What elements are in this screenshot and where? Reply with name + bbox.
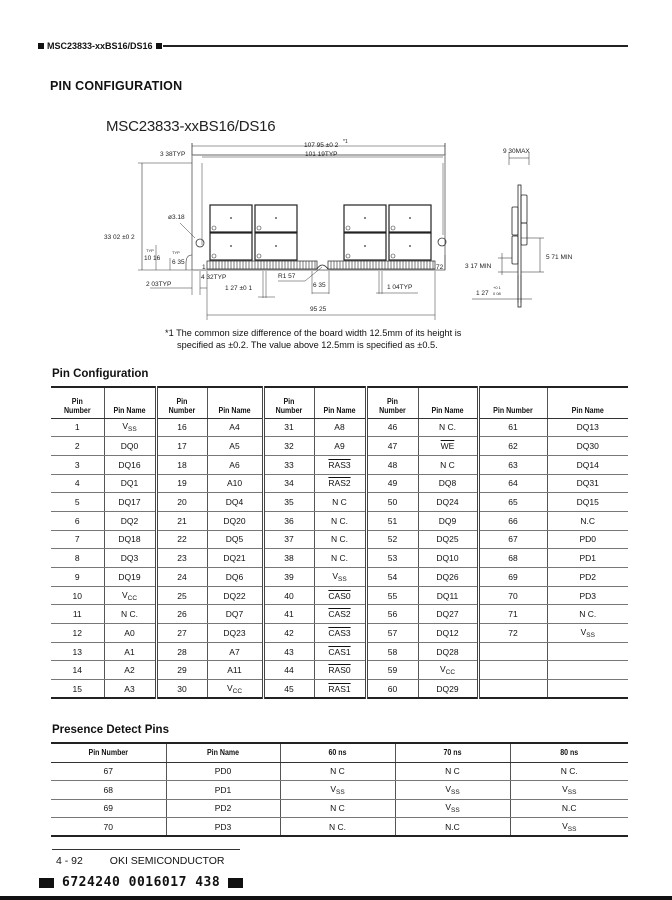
pin-number-cell: 71 [478, 605, 547, 624]
pin-name-cell: N C [314, 493, 366, 512]
dim-pitch: 1 27 ±0 1 [225, 285, 253, 292]
table-cell: PD3 [166, 818, 280, 837]
pin-name-cell: A6 [207, 455, 263, 474]
pin-name-cell: DQ16 [104, 455, 156, 474]
pin-number-cell: 46 [366, 418, 418, 437]
pin-number-cell: 4 [51, 474, 104, 493]
pin-number-cell: 32 [263, 437, 314, 456]
pin-name-cell: $V_{CC}$ [418, 661, 478, 680]
column-header: 70 ns [402, 743, 503, 762]
column-header-pin-name: Pin Name [210, 387, 259, 418]
barcode-line [31, 875, 251, 890]
pin-name-cell: PD0 [547, 530, 628, 549]
pin-name-cell: DQ1 [104, 474, 156, 493]
pin-name-cell: DQ12 [418, 624, 478, 643]
table-row [51, 680, 628, 699]
pin-name-cell: DQ3 [104, 549, 156, 568]
table-cell: 69 [51, 799, 166, 818]
pin-name-cell: DQ14 [547, 455, 628, 474]
pin-name-cell: DQ17 [104, 493, 156, 512]
pin-name-cell: DQ19 [104, 568, 156, 587]
pin-number-cell: 23 [156, 549, 207, 568]
table-cell: PD2 [166, 799, 280, 818]
pin-number-cell: 63 [478, 455, 547, 474]
pin-number-cell: 8 [51, 549, 104, 568]
dim-edge-height: 6 35 [172, 259, 185, 266]
table-cell: $V_{SS}$ [395, 799, 510, 818]
table-row [51, 642, 628, 661]
pin-number-cell [478, 680, 547, 699]
table-row [51, 455, 628, 474]
table-row [51, 762, 628, 781]
pin-number-cell: 24 [156, 568, 207, 587]
pin-name-cell: PD3 [547, 586, 628, 605]
column-header: 60 ns [287, 743, 388, 762]
pin-number-cell: 7 [51, 530, 104, 549]
pin-name-cell: DQ0 [104, 437, 156, 456]
column-header: 80 ns [517, 743, 621, 762]
dim-notch-radius: R1 57 [278, 273, 296, 280]
table-cell: $V_{SS}$ [395, 781, 510, 800]
pin-number-cell: 72 [478, 624, 547, 643]
pin-number-cell: 52 [366, 530, 418, 549]
pin-name-cell: DQ7 [207, 605, 263, 624]
pin-name-cell: DQ18 [104, 530, 156, 549]
table-row [51, 586, 628, 605]
module-outline-drawing [100, 135, 672, 320]
footnote [165, 327, 461, 351]
footnote-line-2: specified as ±0.2. The value above 12.5mm is specified as ±0.5. [177, 340, 438, 350]
page-number: 4 - 92 [56, 855, 83, 867]
table-cell: N C. [280, 818, 395, 837]
pin-number-cell: 5 [51, 493, 104, 512]
table-cell: 67 [51, 762, 166, 781]
pin-number-cell: 66 [478, 511, 547, 530]
pin-number-cell: 49 [366, 474, 418, 493]
table-header-row [51, 743, 628, 762]
pin-name-cell: A9 [314, 437, 366, 456]
pin-number-cell: 27 [156, 624, 207, 643]
dim-hole-span: 101 19TYP [305, 151, 338, 158]
header-square-marker [38, 43, 44, 49]
pin-name-cell: CAS3 [314, 624, 366, 643]
table-cell: PD0 [166, 762, 280, 781]
pin-config-table [51, 386, 628, 699]
table-cell: 68 [51, 781, 166, 800]
pin-name-cell: N C. [314, 549, 366, 568]
pin-name-cell: DQ2 [104, 511, 156, 530]
pin-number-cell: 39 [263, 568, 314, 587]
table-row [51, 474, 628, 493]
pin-name-cell: $V_{CC}$ [207, 680, 263, 699]
dim-notch-width: 6 35 [313, 282, 326, 289]
table-cell: PD1 [166, 781, 280, 800]
pin-name-cell: DQ11 [418, 586, 478, 605]
pin-number-cell: 18 [156, 455, 207, 474]
scan-bottom-edge [0, 896, 672, 900]
pin-name-cell: A0 [104, 624, 156, 643]
pin-name-cell: A8 [314, 418, 366, 437]
pin-name-cell: DQ30 [547, 437, 628, 456]
pin-name-cell: DQ8 [418, 474, 478, 493]
pin-name-cell: A3 [104, 680, 156, 699]
dim-contact-span: 95 25 [310, 306, 327, 313]
table-cell: $V_{SS}$ [510, 818, 628, 837]
column-header-pin-number: Pin Number [54, 387, 101, 418]
pin-name-cell: N C. [314, 530, 366, 549]
pin-number-cell: 12 [51, 624, 104, 643]
table-cell: N C [280, 799, 395, 818]
drawing-title: MSC23833-xxBS16/DS16 [106, 118, 276, 135]
dim-tol-plus: +0 1 [493, 285, 501, 290]
pin-number-cell: 57 [366, 624, 418, 643]
dim-typ-note: TYP [172, 250, 180, 255]
column-header-pin-number: Pin Number [266, 387, 311, 418]
barcode-block-right [228, 878, 243, 888]
table-row [51, 624, 628, 643]
pin-name-cell: DQ27 [418, 605, 478, 624]
pin-name-cell: $V_{CC}$ [104, 586, 156, 605]
dim-typ-note: TYP [146, 248, 154, 253]
barcode-text: 6724240 0016017 438 [62, 875, 221, 890]
pin-name-cell: N C. [418, 418, 478, 437]
pin-number-cell: 19 [156, 474, 207, 493]
pin-name-cell: DQ20 [207, 511, 263, 530]
pin-number-cell: 22 [156, 530, 207, 549]
pin-name-cell: DQ13 [547, 418, 628, 437]
table-cell: N C [395, 762, 510, 781]
pin-number-cell: 59 [366, 661, 418, 680]
pin-number-cell: 61 [478, 418, 547, 437]
pin-name-cell: A7 [207, 642, 263, 661]
pin-number-cell: 2 [51, 437, 104, 456]
pin-number-cell: 6 [51, 511, 104, 530]
column-header-pin-name: Pin Name [422, 387, 475, 418]
module-drawing-svg [100, 135, 672, 320]
table-row [51, 418, 628, 437]
column-header: Pin Name [173, 743, 273, 762]
pin-number-cell: 17 [156, 437, 207, 456]
dim-board-thickness: 1 27 [476, 290, 489, 297]
dim-overall-width: 107 95 ±0 2 [304, 142, 339, 149]
pin-name-cell: A2 [104, 661, 156, 680]
pin-number-cell [478, 642, 547, 661]
pin-number-cell: 60 [366, 680, 418, 699]
table-cell: N.C [395, 818, 510, 837]
header-rule [163, 45, 628, 46]
dim-edge-offset: 2 03TYP [146, 281, 172, 288]
pin-number-cell: 38 [263, 549, 314, 568]
dim-lead-min: 3 17 MIN [465, 263, 492, 270]
dim-hole-diameter: ø3.18 [168, 214, 185, 221]
pin-number-cell: 44 [263, 661, 314, 680]
pin-number-cell: 33 [263, 455, 314, 474]
pin-number-cell: 50 [366, 493, 418, 512]
pin-name-cell: DQ25 [418, 530, 478, 549]
pin-name-cell: N C. [104, 605, 156, 624]
pin-number-cell: 21 [156, 511, 207, 530]
pin-name-cell: $\overline{WE}$ [418, 437, 478, 456]
dim-hole-offset: 3 38TYP [160, 151, 186, 158]
pin-name-cell: DQ29 [418, 680, 478, 699]
pin-name-cell: $V_{SS}$ [547, 624, 628, 643]
dim-height: 33 02 ±0 2 [104, 234, 135, 241]
table-row [51, 799, 628, 818]
pin-72-label: 72 [436, 264, 444, 271]
table-header-row [51, 387, 628, 418]
pin-name-cell: A10 [207, 474, 263, 493]
table-row [51, 661, 628, 680]
footnote-line-1: *1 The common size difference of the board width 12.5mm of its height is [165, 328, 462, 338]
pin-name-cell: RAS2 [314, 474, 366, 493]
footer-rule [52, 849, 240, 850]
pin-name-cell: PD2 [547, 568, 628, 587]
pin-number-cell: 26 [156, 605, 207, 624]
dim-tol-minus: 0 08 [493, 291, 501, 296]
pin-number-cell: 51 [366, 511, 418, 530]
table-row [51, 605, 628, 624]
pin-number-cell: 25 [156, 586, 207, 605]
pin-number-cell: 31 [263, 418, 314, 437]
pin-name-cell: DQ26 [418, 568, 478, 587]
pin-name-cell: DQ9 [418, 511, 478, 530]
table-cell: N C. [510, 762, 628, 781]
pin-name-cell: DQ4 [207, 493, 263, 512]
column-header-pin-name: Pin Name [107, 387, 153, 418]
pin-number-cell: 41 [263, 605, 314, 624]
pin-name-cell: N C. [547, 605, 628, 624]
pin-name-cell: CAS0 [314, 586, 366, 605]
table-row [51, 549, 628, 568]
table-cell: $V_{SS}$ [510, 781, 628, 800]
pin-name-cell: N C [418, 455, 478, 474]
table-row [51, 530, 628, 549]
page-footer [56, 855, 225, 867]
pin-number-cell: 35 [263, 493, 314, 512]
table-row [51, 568, 628, 587]
pin-number-cell: 34 [263, 474, 314, 493]
pin-1-label: 1 [202, 264, 206, 271]
pin-number-cell: 56 [366, 605, 418, 624]
pin-number-cell: 40 [263, 586, 314, 605]
table-row [51, 493, 628, 512]
pin-name-cell: RAS1 [314, 680, 366, 699]
pin-name-cell: $V_{SS}$ [314, 568, 366, 587]
pin-name-cell: A11 [207, 661, 263, 680]
pin-name-cell: DQ24 [418, 493, 478, 512]
dim-clearance-min: 5 71 MIN [546, 254, 573, 261]
presence-detect-title: Presence Detect Pins [52, 724, 169, 736]
pin-name-cell: N C. [314, 511, 366, 530]
pin-name-cell [547, 680, 628, 699]
table-cell: N.C [510, 799, 628, 818]
pin-number-cell: 62 [478, 437, 547, 456]
dim-first-pin-offset: 4 32TYP [201, 274, 227, 281]
pin-number-cell: 58 [366, 642, 418, 661]
pin-number-cell: 47 [366, 437, 418, 456]
pin-number-cell [478, 661, 547, 680]
pin-number-cell: 69 [478, 568, 547, 587]
section-title: PIN CONFIGURATION [50, 79, 183, 93]
barcode-block-left [39, 878, 54, 888]
pin-name-cell: DQ22 [207, 586, 263, 605]
pin-number-cell: 3 [51, 455, 104, 474]
pin-name-cell: DQ6 [207, 568, 263, 587]
header-square-marker [156, 43, 162, 49]
pin-name-cell: A1 [104, 642, 156, 661]
pin-number-cell: 65 [478, 493, 547, 512]
pin-name-cell: N.C [547, 511, 628, 530]
dim-thickness: 9 30MAX [503, 148, 530, 155]
running-header [38, 40, 628, 52]
pin-name-cell [547, 661, 628, 680]
pin-number-cell: 1 [51, 418, 104, 437]
header-part-number: MSC23833-xxBS16/DS16 [47, 41, 153, 51]
pin-name-cell: RAS3 [314, 455, 366, 474]
pin-name-cell: A5 [207, 437, 263, 456]
pin-name-cell: DQ31 [547, 474, 628, 493]
pin-number-cell: 67 [478, 530, 547, 549]
pin-number-cell: 54 [366, 568, 418, 587]
table-cell: 70 [51, 818, 166, 837]
pin-name-cell: $V_{SS}$ [104, 418, 156, 437]
column-header-pin-number: Pin Number [482, 387, 543, 418]
pin-name-cell: DQ21 [207, 549, 263, 568]
pin-number-cell: 45 [263, 680, 314, 699]
column-header-pin-number: Pin Number [159, 387, 204, 418]
presence-detect-table [51, 742, 628, 837]
column-header-pin-name: Pin Name [317, 387, 363, 418]
pin-name-cell [547, 642, 628, 661]
pin-number-cell: 70 [478, 586, 547, 605]
column-header: Pin Number [58, 743, 159, 762]
dim-note-marker: *1 [343, 139, 348, 145]
pin-number-cell: 11 [51, 605, 104, 624]
pin-number-cell: 14 [51, 661, 104, 680]
pin-number-cell: 13 [51, 642, 104, 661]
pin-name-cell: DQ10 [418, 549, 478, 568]
table-cell: $V_{SS}$ [280, 781, 395, 800]
pin-number-cell: 64 [478, 474, 547, 493]
pin-name-cell: CAS2 [314, 605, 366, 624]
table-row [51, 511, 628, 530]
pin-number-cell: 55 [366, 586, 418, 605]
pin-name-cell: DQ23 [207, 624, 263, 643]
table-row [51, 818, 628, 837]
pin-number-cell: 10 [51, 586, 104, 605]
pin-number-cell: 15 [51, 680, 104, 699]
pin-name-cell: RAS0 [314, 661, 366, 680]
pin-config-title: Pin Configuration [52, 368, 149, 380]
pin-number-cell: 42 [263, 624, 314, 643]
table-cell: N C [280, 762, 395, 781]
pin-number-cell: 48 [366, 455, 418, 474]
pin-number-cell: 36 [263, 511, 314, 530]
table-row [51, 437, 628, 456]
pin-name-cell: A4 [207, 418, 263, 437]
pin-number-cell: 37 [263, 530, 314, 549]
pin-name-cell: DQ5 [207, 530, 263, 549]
pin-number-cell: 29 [156, 661, 207, 680]
pin-name-cell: DQ28 [418, 642, 478, 661]
pin-number-cell: 9 [51, 568, 104, 587]
dim-hole-height: 10 16 [144, 255, 161, 262]
column-header-pin-number: Pin Number [369, 387, 415, 418]
pin-name-cell: CAS1 [314, 642, 366, 661]
pin-number-cell: 68 [478, 549, 547, 568]
company-name: OKI SEMICONDUCTOR [109, 855, 225, 867]
pin-number-cell: 43 [263, 642, 314, 661]
pin-name-cell: PD1 [547, 549, 628, 568]
column-header-pin-name: Pin Name [552, 387, 623, 418]
pin-name-cell: DQ15 [547, 493, 628, 512]
pin-number-cell: 30 [156, 680, 207, 699]
pin-number-cell: 53 [366, 549, 418, 568]
pin-number-cell: 28 [156, 642, 207, 661]
table-row [51, 781, 628, 800]
dim-pin-width: 1 04TYP [387, 284, 413, 291]
pin-number-cell: 20 [156, 493, 207, 512]
pin-number-cell: 16 [156, 418, 207, 437]
